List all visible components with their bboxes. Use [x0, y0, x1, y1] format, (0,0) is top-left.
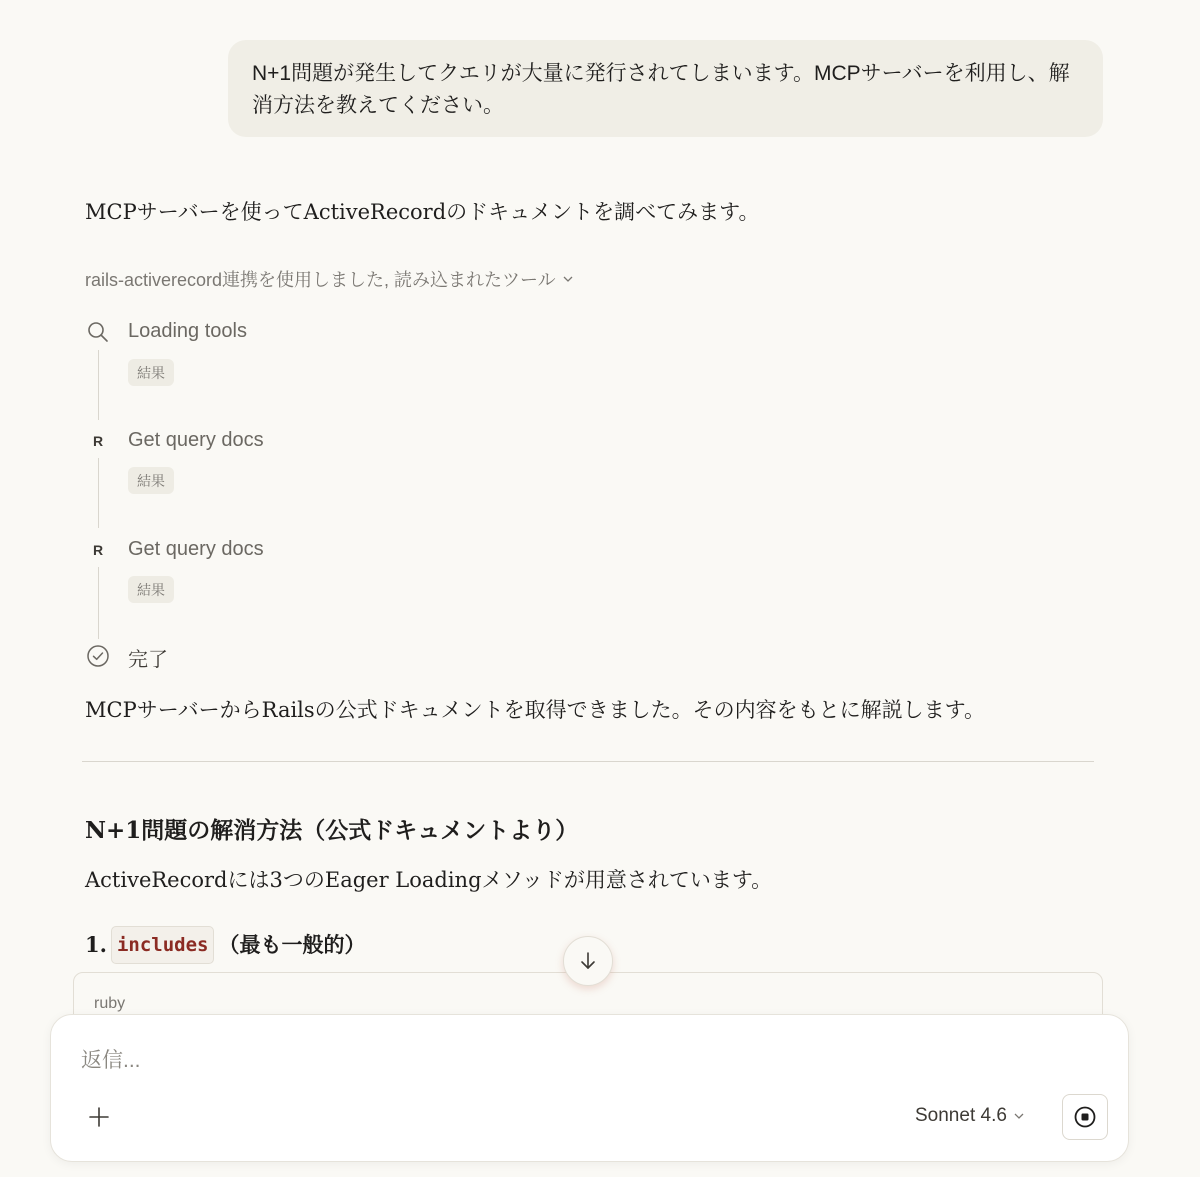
chevron-down-icon: [562, 273, 574, 285]
plus-icon: [87, 1105, 111, 1129]
step-result-chip[interactable]: 結果: [128, 359, 174, 386]
step-result-chip[interactable]: 結果: [128, 576, 174, 603]
footer-area: [0, 1166, 1200, 1177]
search-icon: [86, 320, 110, 344]
code-language-label: ruby: [94, 995, 126, 1012]
timeline-connector: [98, 567, 99, 639]
step-label-get-query-docs: Get query docs: [128, 538, 264, 560]
check-circle-icon: [86, 644, 110, 668]
user-message-bubble: [228, 40, 1103, 137]
sub-heading-suffix: （最も一般的）: [218, 932, 366, 957]
arrow-down-icon: [577, 950, 599, 972]
rails-tool-icon: R: [86, 429, 110, 453]
stop-generation-button[interactable]: [1062, 1094, 1108, 1140]
sub-heading: [85, 926, 365, 964]
model-name: Sonnet 4.6: [915, 1105, 1007, 1126]
timeline-connector: [98, 350, 99, 420]
section-heading: N+1問題の解消方法（公式ドキュメントより）: [85, 817, 579, 844]
chevron-down-icon: [1013, 1110, 1025, 1122]
add-attachment-button[interactable]: [85, 1103, 113, 1131]
stop-icon: [1073, 1105, 1097, 1129]
scroll-to-bottom-button[interactable]: [563, 936, 613, 986]
section-paragraph: ActiveRecordには3つのEager Loadingメソッドが用意されています。: [85, 868, 773, 892]
tools-summary-label: rails-activerecord連携を使用しました, 読み込まれたツール: [85, 270, 556, 290]
step-result-chip[interactable]: 結果: [128, 467, 174, 494]
step-done-label: 完了: [128, 649, 168, 671]
assistant-result-text: MCPサーバーからRailsの公式ドキュメントを取得できました。その内容をもとに解説します。: [85, 698, 985, 722]
section-divider: [82, 761, 1094, 762]
model-selector[interactable]: [915, 1105, 1025, 1127]
assistant-intro-text: MCPサーバーを使ってActiveRecordのドキュメントを調べてみます。: [85, 200, 760, 224]
step-label-loading-tools: Loading tools: [128, 320, 247, 342]
tools-summary-toggle[interactable]: [85, 266, 574, 292]
reply-input[interactable]: [81, 1043, 1061, 1079]
reply-composer: [50, 1014, 1129, 1162]
rails-tool-icon: R: [86, 538, 110, 562]
step-label-get-query-docs: Get query docs: [128, 429, 264, 451]
sub-heading-number: 1.: [85, 932, 107, 957]
inline-code-includes: includes: [111, 926, 215, 964]
user-message-text: N+1問題が発生してクエリが大量に発行されてしまいます。MCPサーバーを利用し、解消方法を教えてください。: [252, 62, 1070, 117]
timeline-connector: [98, 458, 99, 528]
